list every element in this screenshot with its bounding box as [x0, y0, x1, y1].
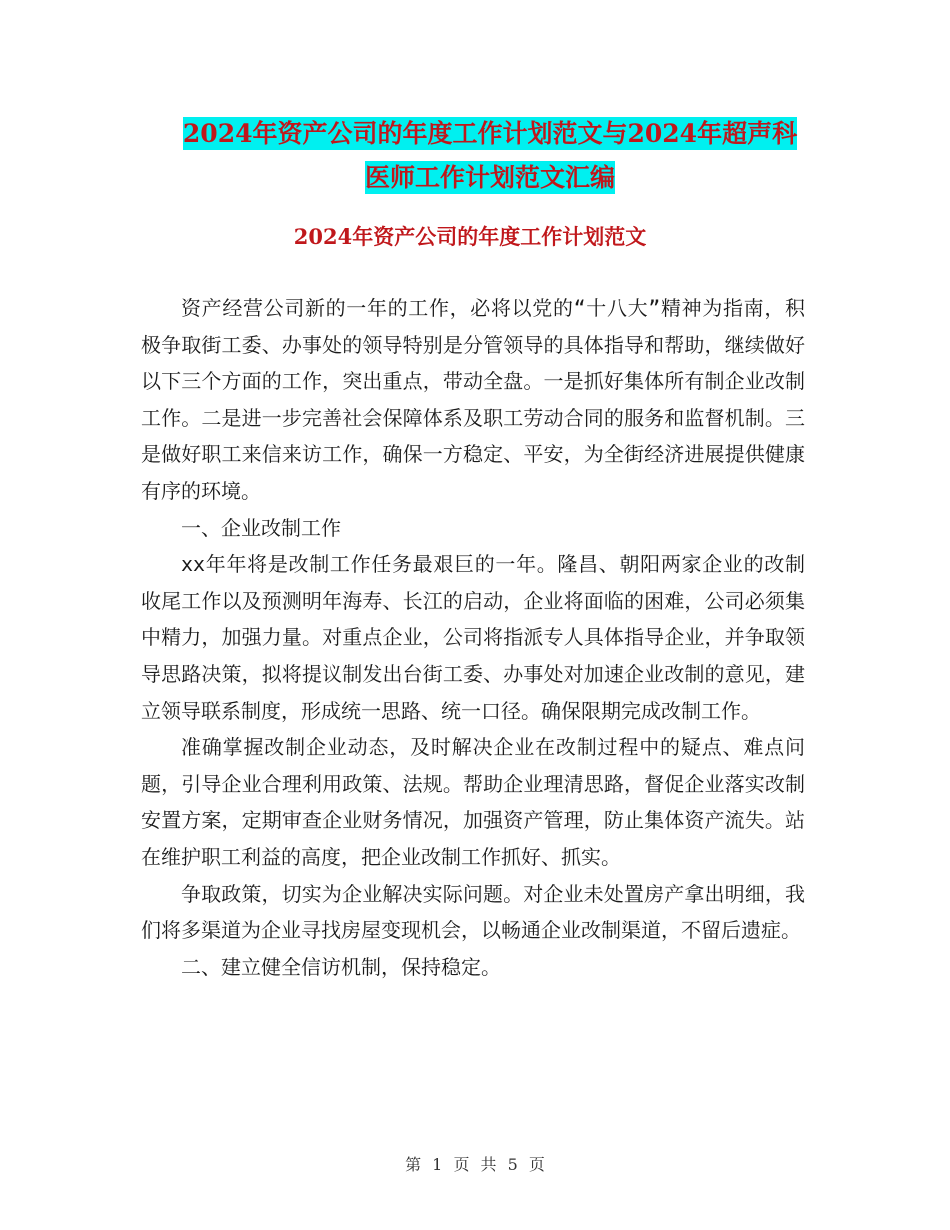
- page-footer: 第 1 页 共 5 页: [405, 1155, 545, 1174]
- title-line-2: 医师工作计划范文汇编: [364, 163, 615, 192]
- title-line-1: 2024年资产公司的年度工作计划范文与2024年超声科: [182, 119, 798, 148]
- paragraph-reform-dynamics: 准确掌握改制企业动态，及时解决企业在改制过程中的疑点、难点问题，引导企业合理利用政策、法规。帮助企业理清思路，督促企业落实改制安置方案，定期审查企业财务情况，加强资产管理，防止集体资产流失。站在维护职工利益的高度，把企业改制工作抓好、抓实。: [141, 735, 805, 869]
- heading-enterprise-reform: 一、企业改制工作: [181, 515, 341, 540]
- paragraph-policy: 争取政策，切实为企业解决实际问题。对企业未处置房产拿出明细，我们将多渠道为企业寻找房屋变现机会，以畅通企业改制渠道，不留后遗症。: [141, 881, 805, 943]
- section-title: 2024年资产公司的年度工作计划范文: [293, 224, 647, 249]
- paragraph-reform-tasks: xx年年将是改制工作任务最艰巨的一年。隆昌、朝阳两家企业的改制收尾工作以及预测明年海寿、长江的启动，企业将面临的困难，公司必须集中精力，加强力量。对重点企业，公司将指派专人具体指导企业，并争取领导思路决策，拟将提议制发出台街工委、办事处对加速企业改制的意见，建立领导联系制度，形成统一思路、统一口径。确保限期完成改制工作。: [141, 552, 805, 723]
- document-body: [141, 290, 805, 985]
- paragraph-intro: 资产经营公司新的一年的工作，必将以党的“十八大”精神为指南，积极争取街工委、办事处的领导特别是分管领导的具体指导和帮助，继续做好以下三个方面的工作，突出重点，带动全盘。一是抓好集体所有制企业改制工作。二是进一步完善社会保障体系及职工劳动合同的服务和监督机制。三是做好职工来信来访工作，确保一方稳定、平安，为全街经济进展提供健康有序的环境。: [141, 296, 805, 503]
- heading-petition-mechanism: 二、建立健全信访机制，保持稳定。: [181, 954, 501, 979]
- document-title: [140, 112, 840, 200]
